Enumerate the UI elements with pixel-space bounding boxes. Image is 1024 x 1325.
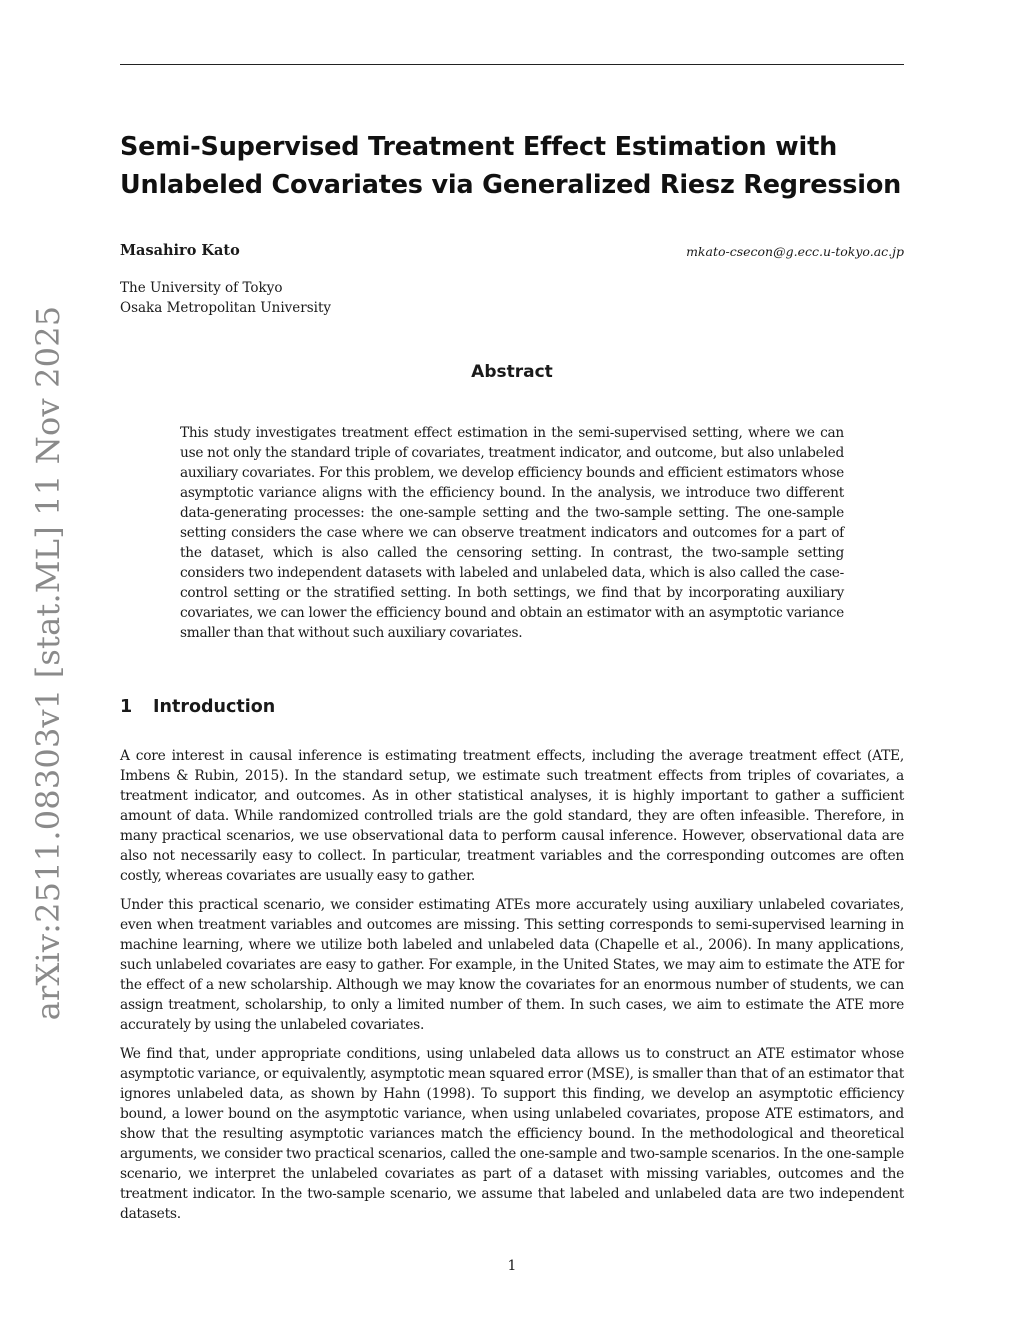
affiliations: [120, 279, 331, 318]
section-body: [120, 746, 904, 1233]
affiliation: The University of Tokyo: [120, 280, 283, 296]
abstract-text: This study investigates treatment effect estimation in the semi-supervised setting, where we can use not only the standard triple of covariates, treatment indicator, and outcome, but also unlabeled auxiliary covariates. For this problem, we develop efficiency bounds and efficient estimators whose asymptotic variance aligns with the efficiency bound. In the analysis, we introduce two different data-generating processes: the one-sample setting and the two-sample setting. The one-sample setting considers the case where we can observe treatment indicators and outcomes for a part of the dataset, which is also called the censoring setting. In contrast, the two-sample setting considers two independent datasets with labeled and unlabeled data, which is also called the case-control setting or the stratified setting. In both settings, we find that by incorporating auxiliary covariates, we can lower the efficiency bound and obtain an estimator with an asymptotic variance smaller than that without such auxiliary covariates.: [180, 425, 844, 641]
affiliation: Osaka Metropolitan University: [120, 299, 332, 316]
section-heading: [120, 697, 275, 717]
paragraph: A core interest in causal inference is estimating treatment effects, including the average treatment effect (ATE, Imbens & Rubin, 2015). In the standard setup, we estimate such treatment effects from triples of covariates, a treatment indicator, and outcomes. As in other statistical analyses, it is highly important to gather a sufficient amount of data. While randomized controlled trials are the gold standard, they are often infeasible. Therefore, in many practical scenarios, we use observational data to perform causal inference. However, observational data are also not necessarily easy to collect. In particular, treatment variables and the corresponding outcomes are often costly, whereas covariates are usually easy to gather.: [120, 748, 904, 884]
arxiv-identifier[interactable]: arXiv:2511.08303v1 [stat.ML] 11 Nov 2025: [29, 305, 67, 1021]
paragraph: We find that, under appropriate conditions, using unlabeled data allows us to construct an ATE estimator whose asymptotic variance, or equivalently, asymptotic mean squared error (MSE), is smaller than that of an estimator that ignores unlabeled data, as shown by Hahn (1998). To support this finding, we develop an asymptotic efficiency bound, a lower bound on the asymptotic variance, when using unlabeled covariates, propose ATE estimators, and show that the resulting asymptotic variances match the efficiency bound. In the methodological and theoretical arguments, we consider two practical scenarios, called the one-sample and two-sample scenarios. In the one-sample scenario, we interpret the unlabeled covariates as part of a dataset with missing variables, outcomes and the treatment indicator. In the two-sample scenario, we assume that labeled and unlabeled data are two independent datasets.: [120, 1046, 904, 1222]
author-email: mkato-csecon@g.ecc.u-tokyo.ac.jp: [686, 244, 904, 259]
paragraph: Under this practical scenario, we consider estimating ATEs more accurately using auxiliary unlabeled covariates, even when treatment variables and outcomes are missing. This setting corresponds to semi-supervised learning in machine learning, where we utilize both labeled and unlabeled data (Chapelle et al., 2006). In many applications, such unlabeled covariates are easy to gather. For example, in the United States, we may aim to estimate the ATE for the effect of a new scholarship. Although we may know the covariates for an enormous number of students, we can assign treatment, scholarship, to only a limited number of them. In such cases, we aim to estimate the ATE more accurately by using the unlabeled covariates.: [120, 897, 904, 1033]
page-number: 1: [507, 1258, 517, 1274]
section-title: Introduction: [153, 697, 276, 717]
section-number: 1: [120, 697, 133, 717]
abstract-heading: Abstract: [471, 362, 553, 382]
paper-title: Semi-Supervised Treatment Effect Estimation with Unlabeled Covariates via Generalized Riesz Regression: [120, 132, 902, 200]
top-rule: [120, 64, 904, 65]
author-name: Masahiro Kato: [120, 242, 240, 259]
